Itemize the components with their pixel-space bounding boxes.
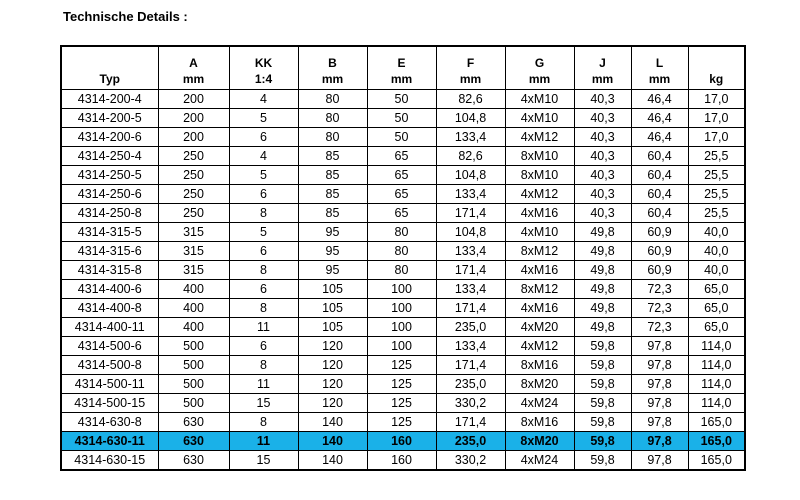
column-header-e xyxy=(367,46,436,90)
table-row xyxy=(61,280,745,299)
cell-l: 60,4 xyxy=(631,185,688,204)
cell-b: 95 xyxy=(298,223,367,242)
cell-l: 46,4 xyxy=(631,128,688,147)
cell-l: 97,8 xyxy=(631,413,688,432)
cell-j: 49,8 xyxy=(574,280,631,299)
cell-b: 105 xyxy=(298,318,367,337)
cell-e: 65 xyxy=(367,166,436,185)
cell-g: 4xM10 xyxy=(505,90,574,109)
cell-g: 8xM16 xyxy=(505,413,574,432)
cell-b: 140 xyxy=(298,432,367,451)
cell-b: 120 xyxy=(298,337,367,356)
cell-j: 59,8 xyxy=(574,356,631,375)
cell-e: 125 xyxy=(367,413,436,432)
cell-f: 133,4 xyxy=(436,280,505,299)
cell-b: 85 xyxy=(298,185,367,204)
cell-a: 250 xyxy=(158,185,229,204)
table-row xyxy=(61,337,745,356)
table-row xyxy=(61,451,745,471)
column-header-f xyxy=(436,46,505,90)
cell-kk: 5 xyxy=(229,223,298,242)
cell-kk: 15 xyxy=(229,451,298,471)
cell-typ: 4314-200-6 xyxy=(61,128,158,147)
cell-a: 400 xyxy=(158,280,229,299)
cell-l: 60,4 xyxy=(631,166,688,185)
column-header-kg xyxy=(688,46,745,90)
cell-g: 8xM16 xyxy=(505,356,574,375)
cell-l: 97,8 xyxy=(631,432,688,451)
cell-j: 49,8 xyxy=(574,242,631,261)
cell-j: 40,3 xyxy=(574,128,631,147)
column-header-bottom-label: mm xyxy=(390,72,413,86)
cell-j: 49,8 xyxy=(574,318,631,337)
cell-e: 50 xyxy=(367,90,436,109)
cell-kk: 6 xyxy=(229,280,298,299)
cell-kk: 6 xyxy=(229,337,298,356)
cell-j: 40,3 xyxy=(574,166,631,185)
table-row xyxy=(61,147,745,166)
cell-kg: 17,0 xyxy=(688,109,745,128)
cell-f: 330,2 xyxy=(436,451,505,471)
cell-e: 65 xyxy=(367,147,436,166)
cell-a: 400 xyxy=(158,299,229,318)
cell-g: 4xM20 xyxy=(505,318,574,337)
cell-kg: 25,5 xyxy=(688,185,745,204)
cell-e: 100 xyxy=(367,337,436,356)
cell-kg: 17,0 xyxy=(688,128,745,147)
cell-e: 100 xyxy=(367,299,436,318)
cell-f: 235,0 xyxy=(436,432,505,451)
cell-kk: 5 xyxy=(229,166,298,185)
cell-g: 8xM10 xyxy=(505,147,574,166)
cell-a: 630 xyxy=(158,451,229,471)
column-header-top-label: F xyxy=(466,56,475,70)
cell-l: 97,8 xyxy=(631,356,688,375)
cell-j: 59,8 xyxy=(574,413,631,432)
cell-typ: 4314-315-6 xyxy=(61,242,158,261)
cell-g: 4xM10 xyxy=(505,223,574,242)
cell-e: 160 xyxy=(367,451,436,471)
table-row xyxy=(61,223,745,242)
cell-kg: 114,0 xyxy=(688,356,745,375)
cell-f: 104,8 xyxy=(436,109,505,128)
cell-f: 104,8 xyxy=(436,223,505,242)
table-row xyxy=(61,128,745,147)
cell-kg: 17,0 xyxy=(688,90,745,109)
cell-a: 500 xyxy=(158,375,229,394)
cell-kg: 65,0 xyxy=(688,280,745,299)
cell-kg: 114,0 xyxy=(688,375,745,394)
table-row xyxy=(61,261,745,280)
cell-kk: 5 xyxy=(229,109,298,128)
cell-l: 97,8 xyxy=(631,375,688,394)
cell-g: 4xM12 xyxy=(505,337,574,356)
cell-kk: 8 xyxy=(229,356,298,375)
column-header-l xyxy=(631,46,688,90)
cell-b: 80 xyxy=(298,109,367,128)
cell-b: 85 xyxy=(298,147,367,166)
cell-b: 120 xyxy=(298,394,367,413)
cell-b: 95 xyxy=(298,261,367,280)
table-row xyxy=(61,185,745,204)
cell-l: 97,8 xyxy=(631,337,688,356)
cell-a: 500 xyxy=(158,356,229,375)
cell-a: 500 xyxy=(158,394,229,413)
cell-b: 80 xyxy=(298,128,367,147)
table-row xyxy=(61,394,745,413)
cell-j: 40,3 xyxy=(574,185,631,204)
cell-typ: 4314-250-4 xyxy=(61,147,158,166)
cell-typ: 4314-315-5 xyxy=(61,223,158,242)
cell-f: 171,4 xyxy=(436,261,505,280)
cell-typ: 4314-630-15 xyxy=(61,451,158,471)
cell-j: 59,8 xyxy=(574,394,631,413)
header-row xyxy=(61,46,745,90)
cell-typ: 4314-250-8 xyxy=(61,204,158,223)
cell-e: 125 xyxy=(367,375,436,394)
cell-e: 65 xyxy=(367,204,436,223)
cell-b: 105 xyxy=(298,280,367,299)
cell-a: 315 xyxy=(158,223,229,242)
column-header-top-label: B xyxy=(328,56,337,70)
cell-j: 59,8 xyxy=(574,337,631,356)
cell-g: 4xM10 xyxy=(505,109,574,128)
cell-a: 200 xyxy=(158,109,229,128)
column-header-bottom-label: mm xyxy=(321,72,344,86)
cell-typ: 4314-500-8 xyxy=(61,356,158,375)
cell-typ: 4314-500-11 xyxy=(61,375,158,394)
cell-a: 250 xyxy=(158,147,229,166)
cell-kg: 25,5 xyxy=(688,147,745,166)
cell-typ: 4314-200-4 xyxy=(61,90,158,109)
cell-kg: 114,0 xyxy=(688,337,745,356)
cell-b: 140 xyxy=(298,451,367,471)
cell-f: 171,4 xyxy=(436,356,505,375)
cell-f: 235,0 xyxy=(436,375,505,394)
cell-typ: 4314-400-6 xyxy=(61,280,158,299)
cell-a: 400 xyxy=(158,318,229,337)
cell-a: 500 xyxy=(158,337,229,356)
table-row xyxy=(61,299,745,318)
cell-e: 80 xyxy=(367,242,436,261)
cell-kg: 65,0 xyxy=(688,299,745,318)
cell-a: 315 xyxy=(158,261,229,280)
technical-details-table xyxy=(60,45,746,471)
column-header-b xyxy=(298,46,367,90)
cell-g: 4xM16 xyxy=(505,204,574,223)
cell-g: 8xM20 xyxy=(505,432,574,451)
cell-l: 97,8 xyxy=(631,394,688,413)
cell-l: 60,9 xyxy=(631,261,688,280)
cell-a: 250 xyxy=(158,166,229,185)
cell-l: 72,3 xyxy=(631,318,688,337)
cell-f: 133,4 xyxy=(436,337,505,356)
table-row xyxy=(61,375,745,394)
cell-a: 200 xyxy=(158,90,229,109)
cell-kg: 25,5 xyxy=(688,204,745,223)
cell-e: 125 xyxy=(367,394,436,413)
cell-f: 82,6 xyxy=(436,147,505,166)
cell-typ: 4314-500-6 xyxy=(61,337,158,356)
cell-kk: 15 xyxy=(229,394,298,413)
cell-typ: 4314-500-15 xyxy=(61,394,158,413)
cell-kk: 11 xyxy=(229,318,298,337)
cell-kk: 8 xyxy=(229,204,298,223)
cell-g: 8xM10 xyxy=(505,166,574,185)
cell-typ: 4314-630-11 xyxy=(61,432,158,451)
table-row xyxy=(61,90,745,109)
table-row xyxy=(61,242,745,261)
cell-f: 171,4 xyxy=(436,299,505,318)
cell-e: 80 xyxy=(367,223,436,242)
cell-f: 171,4 xyxy=(436,204,505,223)
cell-kk: 8 xyxy=(229,299,298,318)
table-row xyxy=(61,356,745,375)
cell-f: 171,4 xyxy=(436,413,505,432)
cell-e: 50 xyxy=(367,128,436,147)
cell-j: 49,8 xyxy=(574,299,631,318)
cell-kk: 8 xyxy=(229,413,298,432)
cell-g: 8xM12 xyxy=(505,280,574,299)
cell-kg: 40,0 xyxy=(688,242,745,261)
cell-a: 630 xyxy=(158,432,229,451)
cell-b: 105 xyxy=(298,299,367,318)
cell-e: 50 xyxy=(367,109,436,128)
column-header-bottom-label: 1:4 xyxy=(254,72,273,86)
column-header-top-label: G xyxy=(534,56,545,70)
cell-a: 250 xyxy=(158,204,229,223)
table-row-highlighted xyxy=(61,432,745,451)
table-row xyxy=(61,109,745,128)
column-header-bottom-label: Typ xyxy=(99,72,120,86)
cell-kk: 11 xyxy=(229,432,298,451)
cell-e: 160 xyxy=(367,432,436,451)
cell-f: 330,2 xyxy=(436,394,505,413)
cell-g: 4xM12 xyxy=(505,185,574,204)
cell-kg: 65,0 xyxy=(688,318,745,337)
cell-kg: 40,0 xyxy=(688,261,745,280)
column-header-top-label: L xyxy=(655,56,664,70)
column-header-bottom-label: mm xyxy=(459,72,482,86)
cell-l: 72,3 xyxy=(631,280,688,299)
cell-kg: 40,0 xyxy=(688,223,745,242)
column-header-bottom-label: mm xyxy=(182,72,205,86)
cell-l: 97,8 xyxy=(631,451,688,471)
column-header-top-label: KK xyxy=(254,56,273,70)
column-header-top-label: A xyxy=(189,56,198,70)
column-header-g xyxy=(505,46,574,90)
table-row xyxy=(61,413,745,432)
cell-j: 59,8 xyxy=(574,432,631,451)
cell-g: 4xM24 xyxy=(505,394,574,413)
page-title: Technische Details : xyxy=(63,9,188,24)
cell-l: 60,4 xyxy=(631,147,688,166)
cell-b: 80 xyxy=(298,90,367,109)
cell-typ: 4314-400-11 xyxy=(61,318,158,337)
column-header-top-label xyxy=(62,55,158,71)
cell-kk: 4 xyxy=(229,90,298,109)
cell-g: 4xM16 xyxy=(505,299,574,318)
cell-j: 40,3 xyxy=(574,109,631,128)
column-header-a xyxy=(158,46,229,90)
column-header-bottom-label: mm xyxy=(648,72,671,86)
cell-b: 120 xyxy=(298,375,367,394)
cell-g: 4xM12 xyxy=(505,128,574,147)
cell-f: 133,4 xyxy=(436,128,505,147)
cell-l: 60,9 xyxy=(631,223,688,242)
table-row xyxy=(61,204,745,223)
cell-kk: 6 xyxy=(229,185,298,204)
cell-kk: 11 xyxy=(229,375,298,394)
cell-e: 100 xyxy=(367,280,436,299)
cell-j: 49,8 xyxy=(574,223,631,242)
cell-j: 40,3 xyxy=(574,147,631,166)
cell-b: 140 xyxy=(298,413,367,432)
cell-e: 100 xyxy=(367,318,436,337)
cell-b: 120 xyxy=(298,356,367,375)
cell-l: 60,4 xyxy=(631,204,688,223)
cell-kg: 114,0 xyxy=(688,394,745,413)
cell-g: 8xM12 xyxy=(505,242,574,261)
cell-kk: 8 xyxy=(229,261,298,280)
cell-f: 104,8 xyxy=(436,166,505,185)
cell-l: 60,9 xyxy=(631,242,688,261)
cell-a: 315 xyxy=(158,242,229,261)
cell-kk: 6 xyxy=(229,128,298,147)
cell-a: 200 xyxy=(158,128,229,147)
cell-g: 4xM16 xyxy=(505,261,574,280)
cell-l: 46,4 xyxy=(631,109,688,128)
cell-j: 49,8 xyxy=(574,261,631,280)
column-header-top-label xyxy=(689,55,745,71)
cell-j: 40,3 xyxy=(574,204,631,223)
table-row xyxy=(61,166,745,185)
cell-kg: 165,0 xyxy=(688,413,745,432)
cell-e: 80 xyxy=(367,261,436,280)
cell-kg: 165,0 xyxy=(688,451,745,471)
cell-typ: 4314-250-6 xyxy=(61,185,158,204)
cell-e: 125 xyxy=(367,356,436,375)
cell-e: 65 xyxy=(367,185,436,204)
cell-j: 59,8 xyxy=(574,375,631,394)
cell-kg: 25,5 xyxy=(688,166,745,185)
cell-kk: 6 xyxy=(229,242,298,261)
column-header-j xyxy=(574,46,631,90)
cell-j: 40,3 xyxy=(574,90,631,109)
column-header-bottom-label: kg xyxy=(709,72,724,86)
column-header-bottom-label: mm xyxy=(528,72,551,86)
cell-f: 82,6 xyxy=(436,90,505,109)
cell-typ: 4314-315-8 xyxy=(61,261,158,280)
cell-f: 235,0 xyxy=(436,318,505,337)
cell-b: 85 xyxy=(298,166,367,185)
cell-b: 85 xyxy=(298,204,367,223)
cell-typ: 4314-200-5 xyxy=(61,109,158,128)
cell-f: 133,4 xyxy=(436,185,505,204)
table-body xyxy=(61,90,745,471)
column-header-top-label: J xyxy=(599,56,606,70)
cell-f: 133,4 xyxy=(436,242,505,261)
cell-g: 4xM24 xyxy=(505,451,574,471)
cell-typ: 4314-400-8 xyxy=(61,299,158,318)
cell-a: 630 xyxy=(158,413,229,432)
cell-g: 8xM20 xyxy=(505,375,574,394)
cell-typ: 4314-250-5 xyxy=(61,166,158,185)
column-header-typ xyxy=(61,46,158,90)
table-row xyxy=(61,318,745,337)
cell-j: 59,8 xyxy=(574,451,631,471)
cell-kg: 165,0 xyxy=(688,432,745,451)
cell-l: 72,3 xyxy=(631,299,688,318)
column-header-bottom-label: mm xyxy=(591,72,614,86)
cell-kk: 4 xyxy=(229,147,298,166)
cell-typ: 4314-630-8 xyxy=(61,413,158,432)
column-header-top-label: E xyxy=(397,56,406,70)
cell-b: 95 xyxy=(298,242,367,261)
cell-l: 46,4 xyxy=(631,90,688,109)
column-header-kk xyxy=(229,46,298,90)
